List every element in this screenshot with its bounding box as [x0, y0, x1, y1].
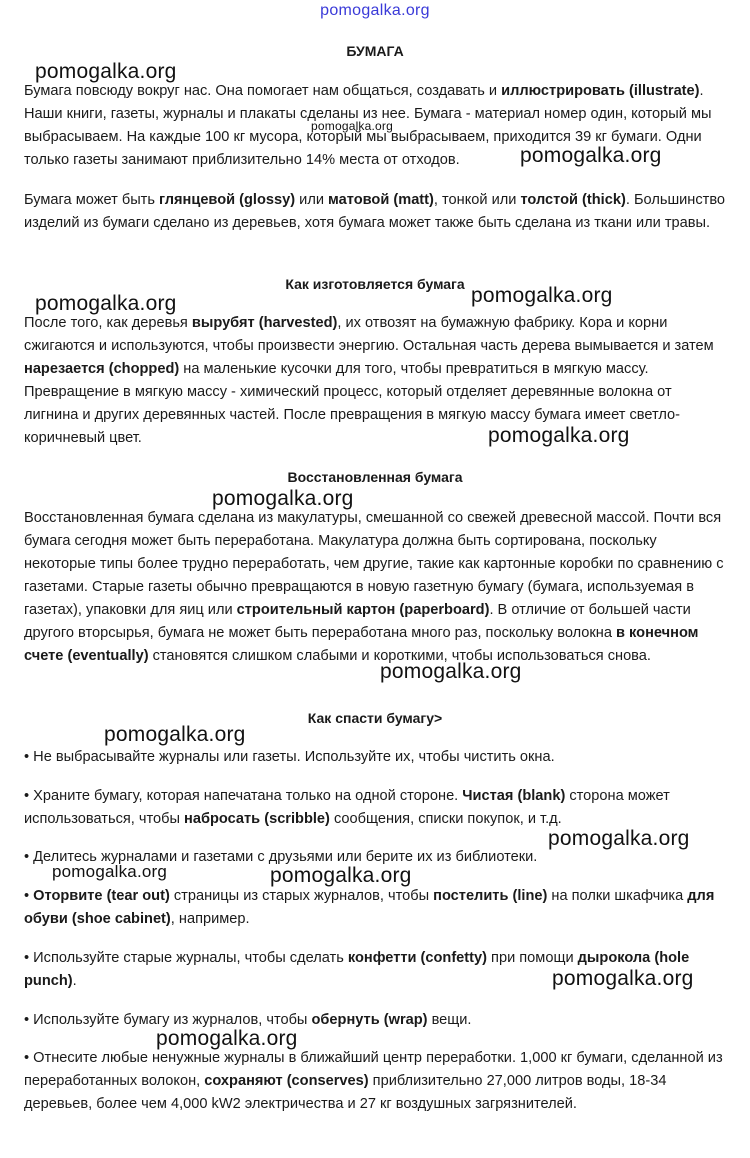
term-blank: Чистая (blank) — [462, 788, 566, 804]
document-title: БУМАГА — [346, 43, 404, 59]
text-run: сообщения, списки покупок, и т.д. — [329, 811, 562, 827]
term-wrap: обернуть (wrap) — [311, 1012, 428, 1028]
term-thick: толстой (thick) — [520, 192, 626, 208]
watermark: pomogalka.org — [380, 660, 522, 683]
term-shoe-cabinet: для обуви (shoe cabinet) — [24, 888, 715, 927]
text-run: . Наши книги, газеты, журналы и плакаты сделаны из нее. Бумага - материал номер один, который мы выбрасываем. На каждые 100 кг мусора, который мы выбрасываем, приходится 39 кг бумаги. Одни только газеты занимают приблизительно 14% места от отходов. — [24, 83, 712, 168]
watermark: pomogalka.org — [52, 862, 168, 881]
term-paperboard: строительный картон (paperboard) — [236, 602, 490, 618]
term-conserves: сохраняют (conserves) — [204, 1073, 369, 1089]
text-run: или — [295, 192, 329, 208]
text-run: Восстановленная бумага сделана из макулатуры, смешанной со свежей древесной массой. Почти вся бумага сегодня может быть переработана. Макулатура должна быть сортирована, поскольку некоторые типы более трудно переработать, чем другие, такие как картонные коробки по сравнению с газетами. Старые газеты обычно превращаются в новую газетную бумагу (бумага, используемая в газетах), упаковки для яиц или — [24, 510, 724, 618]
term-chopped: нарезается (chopped) — [24, 361, 180, 377]
watermark: pomogalka.org — [35, 60, 177, 83]
bullet-one-side — [24, 785, 730, 831]
text-run: , тонкой или — [433, 192, 521, 208]
watermark: pomogalka.org — [488, 424, 630, 447]
bullet-wrap — [24, 1009, 730, 1032]
watermark: pomogalka.org — [104, 723, 246, 746]
term-eventually: в конечном счете (eventually) — [24, 625, 699, 664]
bullet-recycling-center — [24, 1047, 730, 1116]
text-run: страницы из старых журналов, чтобы — [169, 888, 434, 904]
watermark: pomogalka.org — [156, 1027, 298, 1050]
watermark: pomogalka.org — [520, 144, 662, 167]
text-run: становятся слишком слабыми и короткими, чтобы использоваться снова. — [148, 648, 651, 664]
text-run: сторона может использоваться, чтобы — [24, 788, 670, 827]
text-run: . Большинство изделий из бумаги сделано из деревьев, хотя бумага может также быть сделана из ткани или травы. — [24, 192, 726, 231]
watermark: pomogalka.org — [35, 292, 177, 315]
text-run: • Не выбрасывайте журналы или газеты. Используйте их, чтобы чистить окна. — [24, 749, 555, 765]
text-run: приблизительно 27,000 литров воды, 18-34 деревьев, более чем 4,000 kW2 электричества и 27 кг воздушных загрязнителей. — [24, 1073, 667, 1112]
text-run: на маленькие кусочки для того, чтобы превратиться в мягкую массу. Превращение в мягкую массу - химический процесс, который отделяет деревянные волокна от лигнина и других деревянных частей. После превращения в мягкую массу бумага имеет светло-коричневый цвет. — [24, 361, 681, 446]
term-matt: матовой (matt) — [328, 192, 434, 208]
text-run: , их отвозят на бумажную фабрику. Кора и корни сжигаются и используются, чтобы произвести энергию. Остальная часть дерева вымывается и затем — [24, 315, 714, 354]
term-line: постелить (line) — [433, 888, 548, 904]
text-run: • — [24, 888, 34, 904]
watermark: pomogalka.org — [548, 827, 690, 850]
bullet-windows — [24, 746, 730, 769]
watermark: pomogalka.org — [552, 967, 694, 990]
heading-recycled: Восстановленная бумага — [287, 469, 463, 485]
watermark: pomogalka.org — [471, 284, 613, 307]
text-run: • Храните бумагу, которая напечатана только на одной стороне. — [24, 788, 463, 804]
paragraph-types — [24, 189, 730, 235]
text-run: • Используйте старые журналы, чтобы сделать — [24, 950, 348, 966]
text-run: . — [72, 973, 77, 989]
term-harvested: вырубят (harvested) — [191, 315, 338, 331]
term-glossy: глянцевой (glossy) — [159, 192, 296, 208]
text-run: при помощи — [487, 950, 578, 966]
term-illustrate: иллюстрировать (illustrate) — [501, 83, 700, 99]
text-run: Бумага может быть — [24, 192, 160, 208]
text-run: на полки шкафчика — [547, 888, 688, 904]
heading-how-made: Как изготовляется бумага — [285, 276, 465, 292]
text-run: • Используйте бумагу из журналов, чтобы — [24, 1012, 312, 1028]
text-run: вещи. — [427, 1012, 472, 1028]
text-run: . В отличие от большей части другого вторсырья, бумага не может быть переработана много раз, поскольку волокна — [24, 602, 691, 641]
paragraph-recycled — [24, 507, 730, 668]
term-hole-punch: дырокола (hole punch) — [24, 950, 690, 989]
bullet-tear-out — [24, 885, 730, 931]
text-run: , например. — [170, 911, 250, 927]
text-run: После того, как деревья — [24, 315, 192, 331]
watermark: pomogalka.org — [311, 119, 393, 133]
watermark: pomogalka.org — [212, 487, 354, 510]
text-run: • Делитесь журналами и газетами с друзьями или берите их из библиотеки. — [24, 849, 538, 865]
term-scribble: набросать (scribble) — [184, 811, 330, 827]
term-confetty: конфетти (confetty) — [347, 950, 487, 966]
term-tear-out: Оторвите (tear out) — [33, 888, 170, 904]
heading-how-save: Как спасти бумагу> — [307, 710, 443, 726]
watermark: pomogalka.org — [270, 864, 412, 887]
site-link[interactable]: pomogalka.org — [320, 2, 430, 19]
text-run: • Отнесите любые ненужные журналы в ближайший центр переработки. 1,000 кг бумаги, сделанной из переработанных волокон, — [24, 1050, 723, 1089]
text-run: Бумага повсюду вокруг нас. Она помогает нам общаться, создавать и — [24, 83, 502, 99]
